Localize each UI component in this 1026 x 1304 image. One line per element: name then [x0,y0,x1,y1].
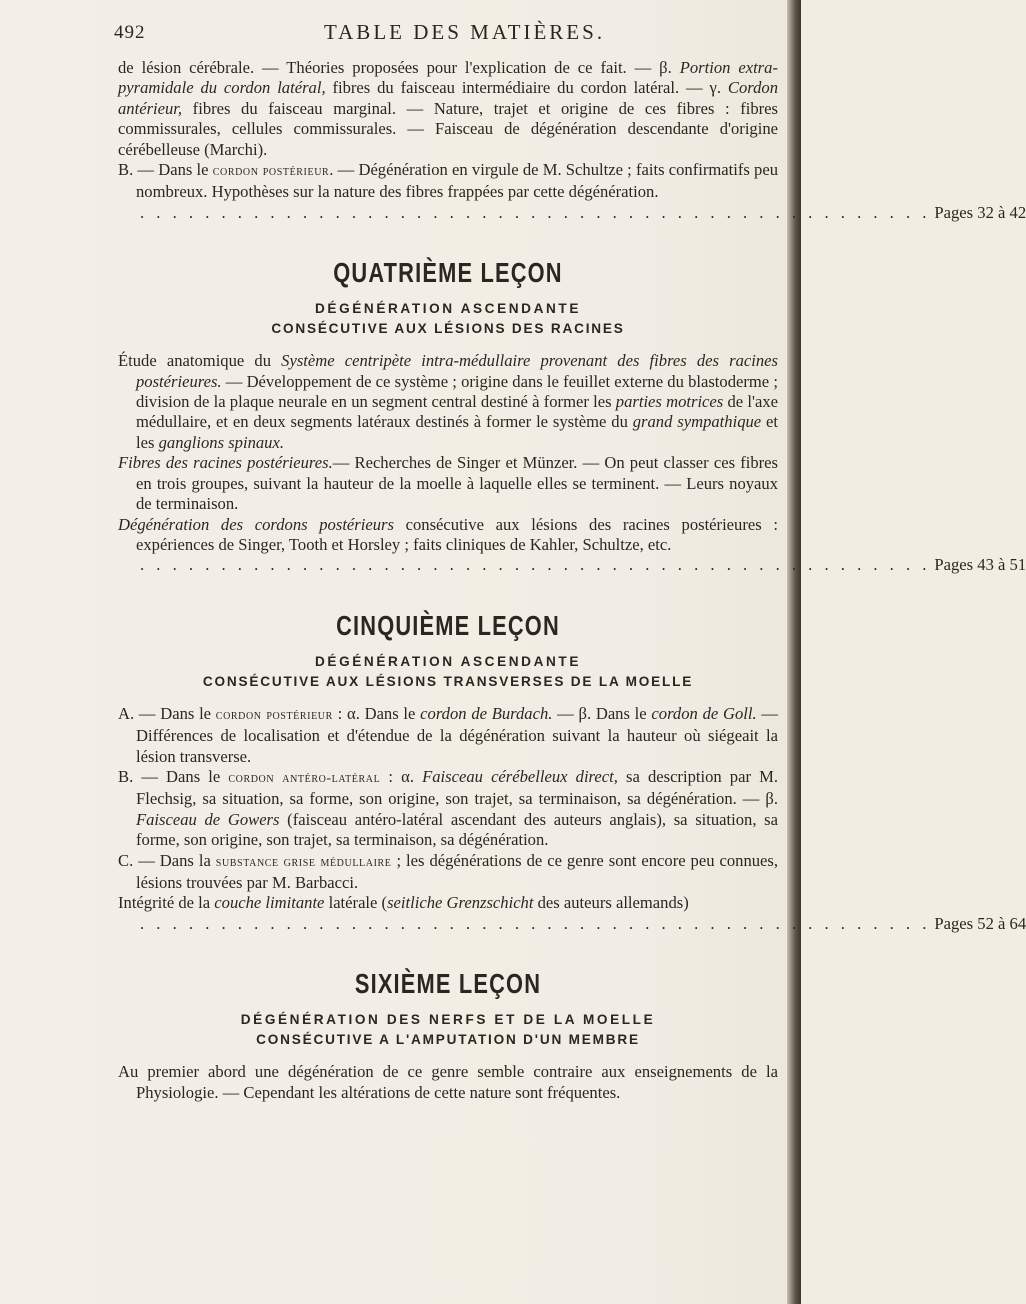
lecon-title: CINQUIÈME LEÇON [336,609,560,641]
leader-dots: . . . . . . . . . . . . . . . . . . . . . . . . . . . . . . . . . . . . . . . . . . . . . . . . . [140,913,931,933]
text: Intégrité de la [118,893,215,913]
small-caps-text: cordon antéro-latéral [228,770,381,786]
italic-text: Fibres des racines postérieures. [118,453,333,473]
entry-b [118,767,778,851]
text: fibres du faisceau intermédiaire du cordon latéral. — γ. [325,78,728,98]
italic-text: cordon de Burdach. [420,703,553,723]
entry-paragraph [118,351,778,453]
entry-c [118,851,778,894]
top-paragraph [118,58,778,160]
lecon-title: QUATRIÈME LEÇON [333,257,563,289]
lecon-title: SIXIÈME LEÇON [354,968,542,1000]
text: B. — Dans le [118,160,213,180]
page-reference [118,555,1026,575]
page-edge-shadow [787,0,801,1304]
italic-text: Système centripète intra-médullaire provenant des fibres des racines postérieures. [136,351,778,391]
text: — Recherches de Singer et Münzer. — On peut classer ces fibres en trois groupes, suivant la hauteur de la moelle à laquelle elles se terminent. — Leurs noyaux de terminaison. [136,453,778,514]
text: consécutive aux lésions des racines postérieures : expériences de Singer, Tooth et Horsley ; faits cliniques de Kahler, Schultze, etc. [136,514,778,554]
lecon-subtitle: DÉGÉNÉRATION ASCENDANTE [315,301,581,317]
text: — β. Dans le [552,703,652,723]
page-reference [118,202,1026,223]
text: et les [136,412,779,452]
running-title: TABLE DES MATIÈRES. [324,20,606,44]
leader-dots: . . . . . . . . . . . . . . . . . . . . . . . . . . . . . . . . . . . . . . . . . . . . . . . . . [140,555,931,575]
lecon-subtitle: DÉGÉNÉRATION DES NERFS ET DE LA MOELLE [240,1012,656,1028]
text: B. — Dans le [118,766,229,786]
page-reference [118,913,1026,934]
running-head [114,18,778,50]
small-caps-text: substance grise médullaire [215,854,392,870]
italic-text: Portion extra-pyramidale du cordon latéral, [118,58,778,98]
italic-text: Faisceau cérébelleux direct, [422,766,618,786]
small-caps-text: cordon postérieur [215,707,333,723]
text: sa description par M. Flechsig, sa situation, sa forme, son origine, son trajet, sa terminaison, sa dégénération. — β. [136,766,779,809]
lecon-subtitle: CONSÉCUTIVE AUX LÉSIONS TRANSVERSES DE LA MOELLE [202,673,694,689]
page-content [114,18,1026,1103]
entry-paragraph [118,1062,778,1103]
italic-text: cordon de Goll. [651,703,757,723]
italic-text: grand sympathique [632,412,762,432]
text: : α. [380,766,423,786]
text: — Développement de ce système ; origine dans le feuillet externe du blastoderme ; division de la plaque neurale en un segment central destiné à former les [136,371,778,412]
text: A. — Dans le [118,703,216,723]
entry-paragraph [118,453,778,514]
leader-dots: . . . . . . . . . . . . . . . . . . . . . . . . . . . . . . . . . . . . . . . . . . . . . . . . . [140,202,931,222]
lecon-subtitle: CONSÉCUTIVE AUX LÉSIONS DES RACINES [271,321,625,337]
italic-text: Faisceau de Gowers [136,809,280,829]
italic-text: seitliche Grenzschicht [387,893,534,913]
lecon-subtitle: CONSÉCUTIVE A L'AMPUTATION D'UN MEMBRE [256,1032,640,1048]
text: de lésion cérébrale. — Théories proposées pour l'explication de ce fait. — β. [118,58,672,77]
pages-range: Pages 43 à 51 [934,555,1026,575]
italic-text: couche limitante [214,893,325,913]
text: C. — Dans la [118,850,216,870]
text: : α. Dans le [332,703,421,723]
text: latérale ( [324,893,388,913]
entry-a [118,704,778,767]
lecon-subtitle: DÉGÉNÉRATION ASCENDANTE [315,653,581,669]
entry-paragraph [118,893,778,913]
italic-text: Dégénération des cordons postérieurs [118,514,394,534]
text: Au premier abord une dégénération de ce genre semble contraire aux enseignements de la Physiologie. — Cependant les altérations de cette nature sont fréquentes. [118,1062,778,1102]
italic-text: parties motrices [615,392,724,412]
entry-b-cordon-posterieur [118,160,778,203]
text: des auteurs allemands) [533,893,689,913]
text: Étude anatomique du [118,351,282,371]
pages-range: Pages 32 à 42 [934,202,1026,222]
pages-range: Pages 52 à 64 [934,913,1026,933]
text: — Différences de localisation et d'étendue de la dégénération suivant la hauteur où siégeait la lésion transverse. [136,703,778,766]
italic-text: Cordon antérieur, [118,78,778,118]
text: de l'axe médullaire, et en deux segments latéraux destinés à former le système du [136,392,778,432]
text: (faisceau antéro-latéral ascendant des auteurs anglais), sa situation, sa forme, son origine, son trajet, sa terminaison, sa dégénération. [136,809,778,850]
entry-paragraph [118,515,778,556]
page-number: 492 [114,22,146,43]
small-caps-text: cordon postérieur [212,164,330,180]
italic-text: ganglions spinaux. [158,432,284,452]
text: ; les dégénérations de ce genre sont encore peu connues, lésions trouvées par M. Barbacci. [136,850,779,892]
text: fibres du faisceau marginal. — Nature, trajet et origine de ces fibres : fibres commissurales, cellules commissurales. — Faisceau de dégénération descendante d'origine cérébelleuse (Marchi). [118,98,778,159]
text: . — Dégénération en virgule de M. Schultze ; faits confirmatifs peu nombreux. Hypothèses sur la nature des fibres frappées par cette dégénération. [136,160,779,202]
